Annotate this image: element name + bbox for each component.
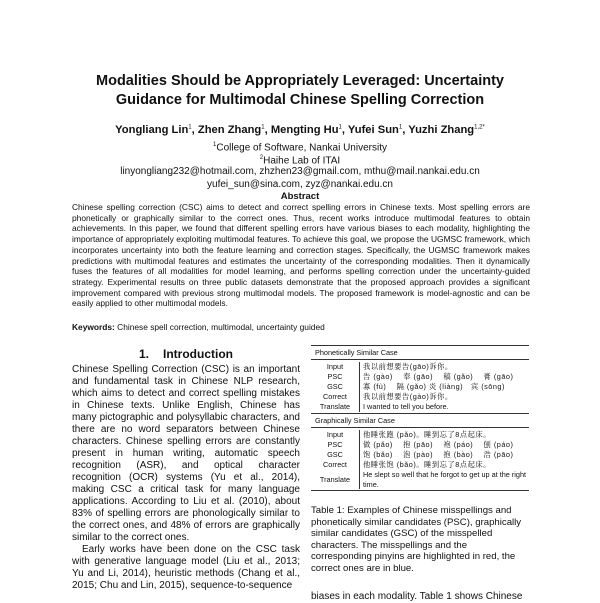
abstract-text: Chinese spelling correction (CSC) aims to detect and correct spelling errors in Chinese texts. Most spelling errors are phonetically or graphically similar to the correct ones. Thus, recent works introduce multimodal features to obtain achievements. In this paper, we found that different spelling errors have various biases to each modality, highlighting the importance of appropriately exploiting multimodal features. To achieve this goal, we propose the UGMSC framework, which incorporates uncertainty into both the feature learning and correction stages. Specifically, the UGMSC framework makes predictions with multimodal features and estimates the uncertainty of the corresponding modalities. Then it dynamically fuses the features of all modalities for model learning, and performs spelling correction under the uncertainty-guided strategy. Experimental results on three public datasets demonstrate that the proposed approach provides a significant improvement compared with previous strong multimodal models. The proposed framework is model-agnostic and can be easily applied to other multimodal models. [72, 202, 530, 309]
table-row: Translate I wanted to tell you before. [311, 402, 529, 412]
table-section-heading: Graphically Similar Case [311, 414, 529, 428]
table-row: Correct 他睡张饱 (bǎo)。睡到忘了8点起床。 [311, 460, 529, 470]
table-row: PSC 做 (pǎo) 抱 (pāo) 袍 (páo) 刨 (páo) [311, 440, 529, 450]
table-section-phonetic [311, 345, 529, 413]
keywords [72, 322, 530, 332]
email-line-1: linyongliang232@hotmail.com, zhzhen23@gmail.com, mthu@mail.nankai.edu.cn [120, 166, 480, 177]
section-heading: 1. Introduction [139, 347, 233, 361]
keywords-text: Chinese spell correction, multimodal, uncertainty guided [117, 322, 325, 332]
author-3: Mengting Hu$^1$ [270, 124, 342, 136]
caption-text: Table 1: Examples of Chinese misspellings and phonetically similar candidates (PSC), graphically similar candidates (GSC) of the misspelled characters. [311, 505, 522, 551]
author-4: Yufei Sun$^1$ [347, 124, 403, 136]
paper-title-line-2: Guidance for Multimodal Chinese Spelling Correction [115, 92, 485, 108]
affiliation-1: $^1$College of Software, Nankai University [213, 142, 387, 154]
keywords-label: Keywords: [72, 322, 115, 332]
left-column [72, 364, 300, 592]
abstract-heading: Abstract [280, 191, 320, 202]
author-1: Yongliang Lin$^1$ [115, 124, 192, 136]
affiliation-2: $^2$Haihe Lab of ITAI [259, 155, 341, 167]
table-row: Correct 我以前想要告(gào)诉你。 [311, 392, 529, 402]
table-row: GSC 寡 (fù) 隔 (gǎo) 炎 (liàng) 宾 (sōng) [311, 382, 529, 392]
table-row: GSC 饱 (bǎo) 泡 (pào) 抱 (bào) 浩 (pāo) [311, 450, 529, 460]
example-table [311, 345, 529, 491]
intro-paragraph-2: Early works have been done on the CSC task with generative language model (Liu et al., 2013; Yu and Li, 2014), heuristic methods (Chang et al., 2015; Chu and Lin, 2015), sequence-to-sequence [72, 544, 300, 591]
email-line-2: yufei_sun@sina.com, zyz@nankai.edu.cn [207, 179, 393, 190]
intro-paragraph-1: Chinese Spelling Correction (CSC) is an important and fundamental task in Chinese NLP research, which aims to detect and correct spelling mistakes in Chinese texts. Unlike English, Chinese has many pictographic and polysyllabic characters, and there are no word separators between Chinese characters. Chinese spelling errors are constantly present in human writing, automatic speech recognition (ASR), and optical character recognition (OCR) systems (Yu et al., 2014), making CSC a critical task for many language applications. According to Liu et al. (2010), about 83% of spelling errors are phonologically similar to the correct ones, and 48% of errors are graphically similar to the correct ones. [72, 364, 300, 543]
caption-highlight-note: The misspellings and the corresponding pinyins are highlighted in red, the correct ones are in blue. [311, 539, 516, 574]
table-row: Translate He slept so well that he forgot to get up at the right time. [311, 470, 529, 489]
table-section-heading: Phonetically Similar Case [311, 346, 529, 360]
author-list: Yongliang Lin$^1$, Zhen Zhang$^1$, Mengting Hu$^1$, Yufei Sun$^1$, Yuzhi Zhang$^{1,2*}$ [115, 124, 485, 136]
table-section-graphic [311, 413, 529, 490]
table-row: Input 我以前想要告(gāo)诉你。 [311, 362, 529, 372]
right-column-text: biases in each modality. Table 1 shows Chinese [311, 591, 523, 602]
paper-title-line-1: Modalities Should be Appropriately Leveraged: Uncertainty [96, 73, 504, 89]
table-row: Input 他睡张跑 (pǎo)。睡到忘了8点起床。 [311, 430, 529, 440]
table-row: PSC 告 (gào) 奉 (gāo) 稿 (gǎo) 膏 (gāo) [311, 372, 529, 382]
author-5: Yuzhi Zhang$^{1,2*}$ [408, 124, 485, 136]
author-2: Zhen Zhang$^1$ [197, 124, 265, 136]
table-caption [311, 505, 529, 575]
